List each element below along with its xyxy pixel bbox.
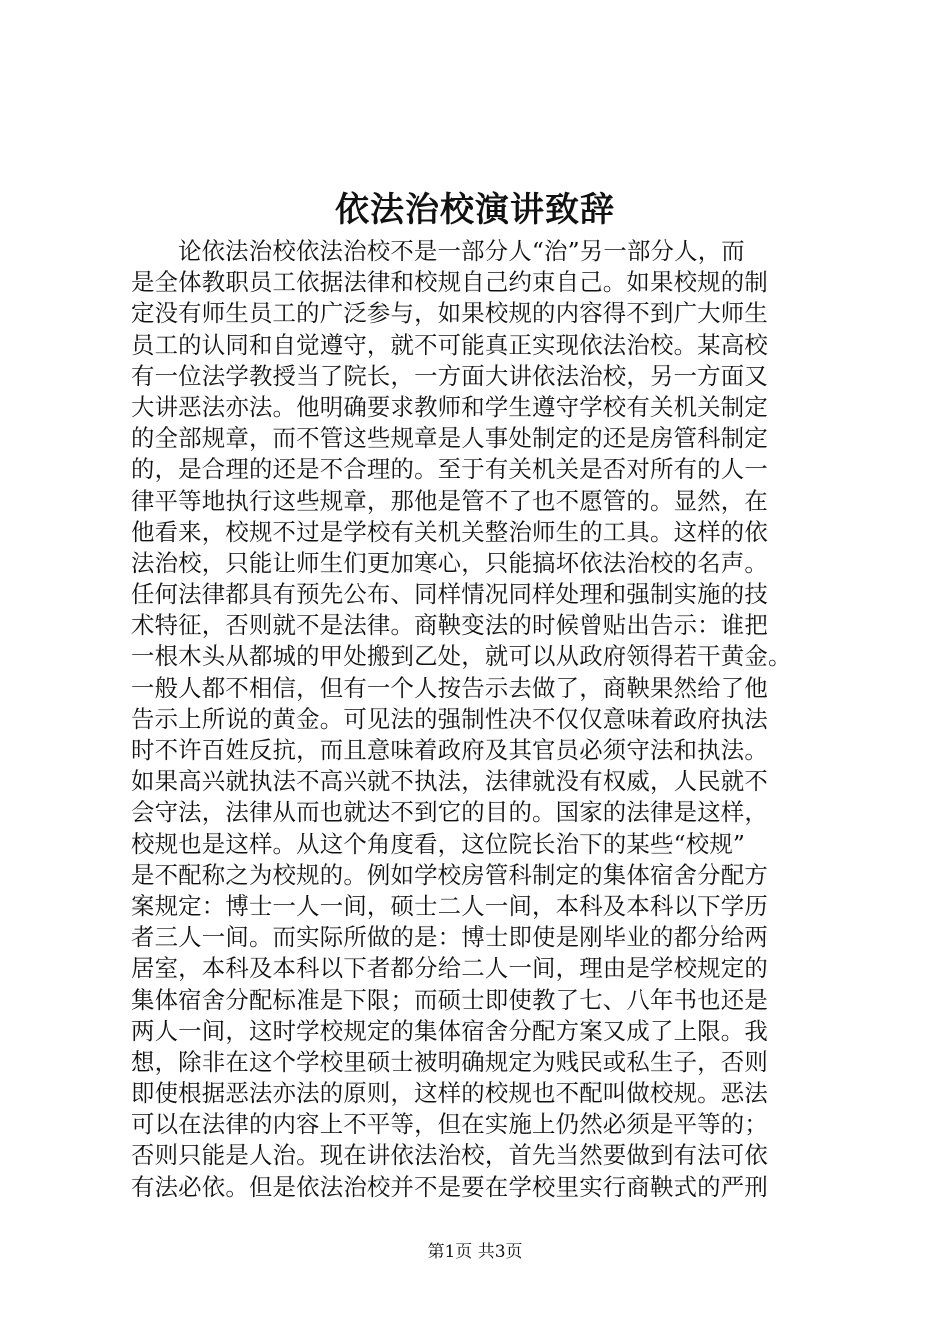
body-line: 者三人一间。而实际所做的是：博士即使是刚毕业的都分给两 bbox=[131, 923, 768, 952]
body-line: 定没有师生员工的广泛参与，如果校规的内容得不到广大师生 bbox=[131, 299, 768, 328]
body-line: 是全体教职员工依据法律和校规自己约束自己。如果校规的制 bbox=[131, 268, 768, 297]
body-line: 可以在法律的内容上不平等，但在实施上仍然必须是平等的； bbox=[131, 1110, 768, 1139]
body-line: 律平等地执行这些规章，那他是管不了也不愿管的。显然，在 bbox=[131, 486, 768, 515]
body-line: 的，是合理的还是不合理的。至于有关机关是否对所有的人一 bbox=[131, 455, 768, 484]
body-line: 集体宿舍分配标准是下限；而硕士即使教了七、八年书也还是 bbox=[131, 985, 768, 1014]
body-line: 有一位法学教授当了院长，一方面大讲依法治校，另一方面又 bbox=[131, 361, 768, 390]
body-line: 员工的认同和自觉遵守，就不可能真正实现依法治校。某高校 bbox=[131, 330, 768, 359]
body-line: 否则只能是人治。现在讲依法治校，首先当然要做到有法可依 bbox=[131, 1141, 768, 1170]
body-line: 有法必依。但是依法治校并不是要在学校里实行商鞅式的严刑 bbox=[131, 1172, 768, 1201]
body-line: 的全部规章，而不管这些规章是人事处制定的还是房管科制定 bbox=[131, 424, 768, 453]
document-title: 依法治校演讲致辞 bbox=[335, 190, 615, 230]
body-line: 时不许百姓反抗，而且意味着政府及其官员必须守法和执法。 bbox=[131, 736, 768, 764]
body-line: 是不配称之为校规的。例如学校房管科制定的集体宿舍分配方 bbox=[131, 860, 768, 889]
body-line: 会守法，法律从而也就达不到它的目的。国家的法律是这样， bbox=[131, 798, 768, 827]
body-line: 即使根据恶法亦法的原则，这样的校规也不配叫做校规。恶法 bbox=[131, 1079, 768, 1108]
body-line: 想，除非在这个学校里硕士被明确规定为贱民或私生子，否则 bbox=[131, 1047, 768, 1076]
page-footer: 第1页 共3页 bbox=[427, 1242, 523, 1262]
body-line: 校规也是这样。从这个角度看，这位院长治下的某些“校规” bbox=[131, 829, 746, 858]
body-line: 大讲恶法亦法。他明确要求教师和学生遵守学校有关机关制定 bbox=[131, 392, 768, 421]
body-line: 他看来，校规不过是学校有关机关整治师生的工具。这样的依 bbox=[131, 517, 768, 546]
body-line: 法治校，只能让师生们更加寒心，只能搞坏依法治校的名声。 bbox=[131, 548, 768, 577]
body-line: 术特征，否则就不是法律。商鞅变法的时候曾贴出告示：谁把 bbox=[131, 611, 768, 640]
body-line: 任何法律都具有预先公布、同样情况同样处理和强制实施的技 bbox=[131, 580, 768, 609]
body-line: 论依法治校依法治校不是一部分人“治”另一部分人，而 bbox=[178, 237, 745, 265]
body-line: 告示上所说的黄金。可见法的强制性决不仅仅意味着政府执法 bbox=[131, 704, 768, 733]
body-line: 如果高兴就执法不高兴就不执法，法律就没有权威，人民就不 bbox=[131, 767, 768, 796]
body-line: 一般人都不相信，但有一个人按告示去做了，商鞅果然给了他 bbox=[131, 673, 768, 702]
body-line: 两人一间，这时学校规定的集体宿舍分配方案又成了上限。我 bbox=[131, 1016, 768, 1045]
document-body bbox=[131, 236, 839, 1203]
body-line: 案规定：博士一人一间，硕士二人一间，本科及本科以下学历 bbox=[131, 891, 768, 920]
body-line: 居室，本科及本科以下者都分给二人一间，理由是学校规定的 bbox=[131, 954, 768, 983]
body-line: 一根木头从都城的甲处搬到乙处，就可以从政府领得若干黄金。 bbox=[131, 642, 792, 671]
